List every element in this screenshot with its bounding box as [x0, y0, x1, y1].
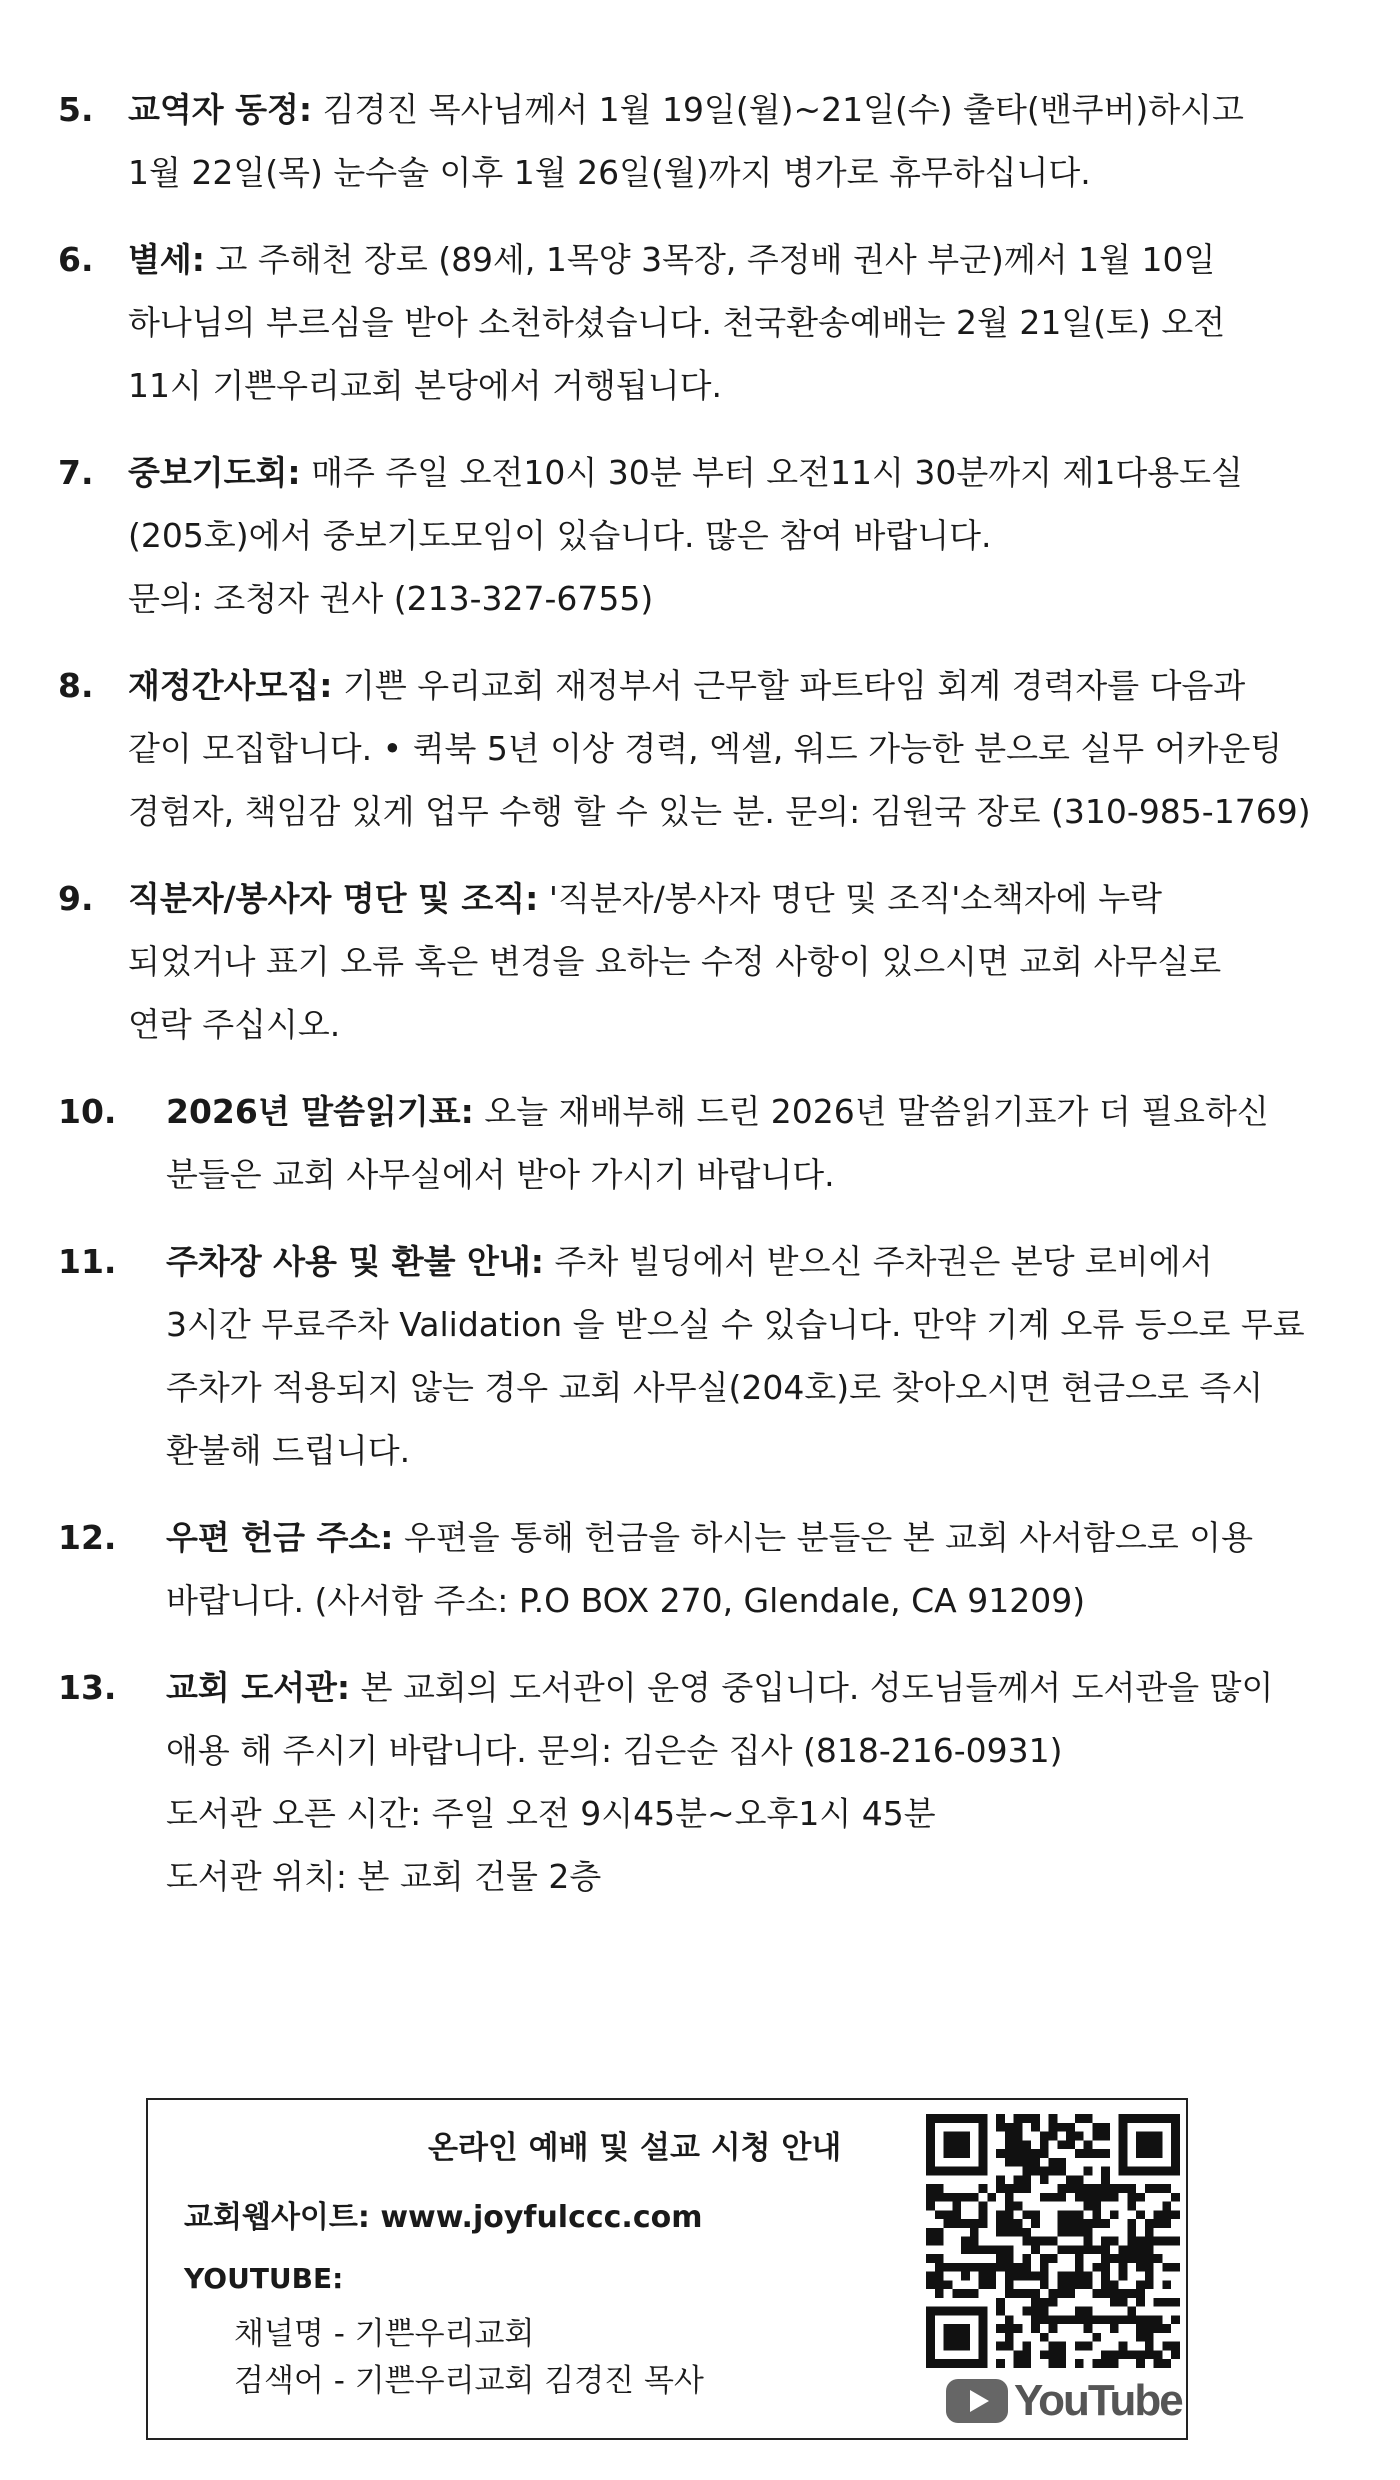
item-number: 5. [58, 90, 94, 129]
item-heading: 중보기도회: [128, 453, 301, 492]
item-heading: 2026년 말씀읽기표: [166, 1092, 474, 1131]
item-text: 하나님의 부르심을 받아 소천하셨습니다. 천국환송예배는 2월 21일(토) 오전 [128, 303, 1226, 342]
announcement-item [58, 441, 1348, 630]
item-number: 11. [58, 1242, 117, 1281]
item-heading: 우편 헌금 주소: [166, 1518, 394, 1557]
item-text: 연락 주십시오. [128, 1005, 341, 1044]
youtube-search-term: 검색어 - 기쁜우리교회 김경진 목사 [234, 2363, 704, 2399]
announcement-item [58, 654, 1348, 843]
item-text: 고 주해천 장로 (89세, 1목양 3목장, 주정배 권사 부군)께서 1월 10일 [215, 240, 1216, 279]
item-text: 오늘 재배부해 드린 2026년 말씀읽기표가 더 필요하신 [484, 1092, 1269, 1131]
item-text: 우편을 통해 헌금을 하시는 분들은 본 교회 사서함으로 이용 [403, 1518, 1253, 1557]
item-text: 문의: 조청자 권사 (213-327-6755) [128, 579, 654, 618]
item-text: 11시 기쁜우리교회 본당에서 거행됩니다. [128, 366, 722, 405]
item-text: 매주 주일 오전10시 30분 부터 오전11시 30분까지 제1다용도실 [311, 453, 1243, 492]
item-body [128, 654, 1348, 843]
item-heading: 별세: [128, 240, 205, 279]
item-text: 본 교회의 도서관이 운영 중입니다. 성도님들께서 도서관을 많이 [360, 1668, 1274, 1707]
item-body [128, 228, 1348, 417]
announcement-item [58, 1080, 1348, 1206]
announcement-item [58, 1506, 1348, 1632]
announcement-item [58, 1230, 1348, 1482]
online-worship-box [146, 2098, 1188, 2440]
item-number: 7. [58, 453, 94, 492]
announcement-item [58, 867, 1348, 1056]
youtube-label: YOUTUBE: [184, 2262, 344, 2295]
item-number: 9. [58, 879, 94, 918]
item-number: 13. [58, 1668, 117, 1707]
item-number: 6. [58, 240, 94, 279]
box-title: 온라인 예배 및 설교 시청 안내 [428, 2130, 842, 2166]
announcement-item [58, 78, 1348, 204]
item-heading: 주차장 사용 및 환불 안내: [166, 1242, 544, 1281]
item-text: 3시간 무료주차 Validation 을 받으실 수 있습니다. 만약 기계 오류 등으로 무료 [166, 1305, 1305, 1344]
youtube-logo-text: YouTube [1014, 2376, 1182, 2425]
item-text: 되었거나 표기 오류 혹은 변경을 요하는 수정 사항이 있으시면 교회 사무실로 [128, 942, 1222, 981]
church-website: 교회웹사이트: www.joyfulccc.com [184, 2200, 703, 2235]
item-body [128, 78, 1348, 204]
item-body [128, 441, 1348, 630]
item-body [166, 1080, 1348, 1206]
item-text: 도서관 위치: 본 교회 건물 2층 [166, 1857, 602, 1896]
item-heading: 교회 도서관: [166, 1668, 351, 1707]
item-text: 김경진 목사님께서 1월 19일(월)~21일(수) 출타(밴쿠버)하시고 [322, 90, 1244, 129]
announcement-item [58, 228, 1348, 417]
item-heading: 교역자 동정: [128, 90, 313, 129]
item-text: 분들은 교회 사무실에서 받아 가시기 바랍니다. [166, 1155, 835, 1194]
item-text: 도서관 오픈 시간: 주일 오전 9시45분~오후1시 45분 [166, 1794, 936, 1833]
qr-code-icon [926, 2114, 1180, 2368]
item-text: 같이 모집합니다. • 퀵북 5년 이상 경력, 엑셀, 워드 가능한 분으로 실무 어카운팅 [128, 729, 1283, 768]
item-text: 애용 해 주시기 바랍니다. 문의: 김은순 집사 (818-216-0931) [166, 1731, 1063, 1770]
youtube-logo [946, 2376, 1182, 2426]
youtube-channel-name: 채널명 - 기쁜우리교회 [234, 2316, 535, 2352]
item-text: 환불해 드립니다. [166, 1431, 411, 1470]
item-number: 8. [58, 666, 94, 705]
youtube-play-icon [946, 2379, 1008, 2423]
item-text: 주차 빌딩에서 받으신 주차권은 본당 로비에서 [554, 1242, 1213, 1281]
item-text: 바랍니다. (사서함 주소: P.O BOX 270, Glendale, CA 91209) [166, 1581, 1086, 1620]
item-number: 10. [58, 1092, 117, 1131]
item-number: 12. [58, 1518, 117, 1557]
item-text: 주차가 적용되지 않는 경우 교회 사무실(204호)로 찾아오시면 현금으로 즉시 [166, 1368, 1264, 1407]
item-body [166, 1230, 1348, 1482]
item-heading: 재정간사모집: [128, 666, 333, 705]
item-text: 경험자, 책임감 있게 업무 수행 할 수 있는 분. 문의: 김원국 장로 (310-985-1769) [128, 792, 1311, 831]
item-text: 1월 22일(목) 눈수술 이후 1월 26일(월)까지 병가로 휴무하십니다. [128, 153, 1091, 192]
item-body [166, 1656, 1348, 1908]
item-body [166, 1506, 1348, 1632]
announcement-item [58, 1656, 1348, 1908]
item-heading: 직분자/봉사자 명단 및 조직: [128, 879, 539, 918]
item-text: (205호)에서 중보기도모임이 있습니다. 많은 참여 바랍니다. [128, 516, 992, 555]
item-text: '직분자/봉사자 명단 및 조직'소책자에 누락 [548, 879, 1163, 918]
item-text: 기쁜 우리교회 재정부서 근무할 파트타임 회계 경력자를 다음과 [342, 666, 1246, 705]
announcement-list [58, 78, 1348, 1932]
item-body [128, 867, 1348, 1056]
